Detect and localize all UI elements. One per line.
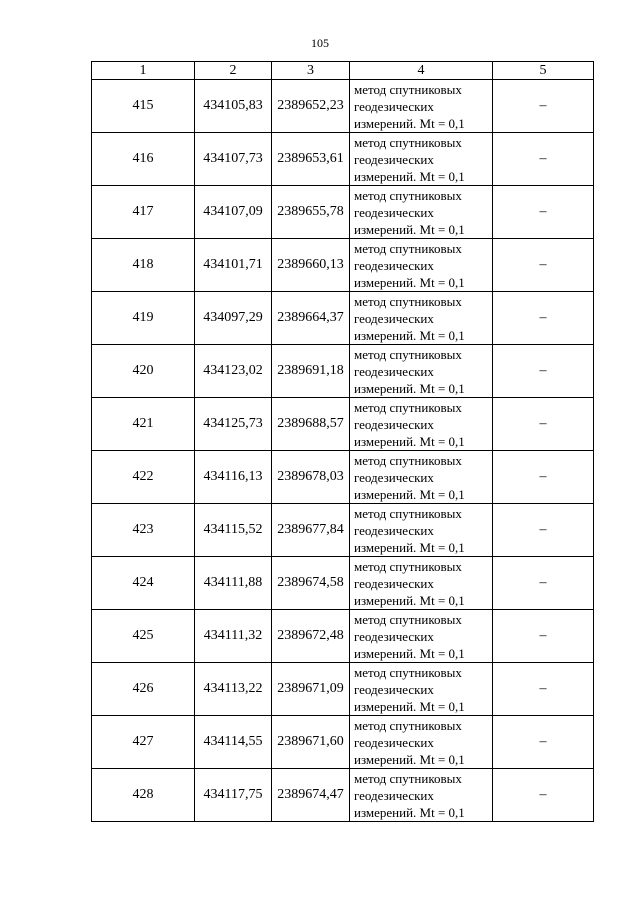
point-number-cell: 426 bbox=[92, 663, 195, 716]
y-coordinate-cell: 2389653,61 bbox=[272, 133, 350, 186]
table-row bbox=[92, 80, 594, 133]
method-cell bbox=[350, 186, 493, 239]
note-cell: – bbox=[493, 610, 594, 663]
y-coordinate-cell: 2389655,78 bbox=[272, 186, 350, 239]
x-coordinate-cell: 434113,22 bbox=[195, 663, 272, 716]
column-header: 5 bbox=[493, 62, 594, 80]
column-header: 2 bbox=[195, 62, 272, 80]
method-line: геодезических bbox=[354, 681, 434, 697]
column-header: 4 bbox=[350, 62, 493, 80]
table-header-row bbox=[92, 62, 594, 80]
method-line: измерений. Mt = 0,1 bbox=[354, 698, 465, 714]
note-cell: – bbox=[493, 451, 594, 504]
coordinates-table bbox=[91, 61, 594, 822]
x-coordinate-cell: 434111,88 bbox=[195, 557, 272, 610]
y-coordinate-cell: 2389674,58 bbox=[272, 557, 350, 610]
table-row bbox=[92, 769, 594, 822]
method-line: геодезических bbox=[354, 469, 434, 485]
note-cell: – bbox=[493, 292, 594, 345]
method-line: геодезических bbox=[354, 204, 434, 220]
note-cell: – bbox=[493, 80, 594, 133]
method-line: метод спутниковых bbox=[354, 293, 462, 309]
y-coordinate-cell: 2389677,84 bbox=[272, 504, 350, 557]
method-line: геодезических bbox=[354, 98, 434, 114]
note-cell: – bbox=[493, 769, 594, 822]
column-header: 3 bbox=[272, 62, 350, 80]
method-line: метод спутниковых bbox=[354, 558, 462, 574]
point-number-cell: 424 bbox=[92, 557, 195, 610]
method-line: метод спутниковых bbox=[354, 187, 462, 203]
method-line: измерений. Mt = 0,1 bbox=[354, 645, 465, 661]
method-line: геодезических bbox=[354, 522, 434, 538]
method-line: измерений. Mt = 0,1 bbox=[354, 592, 465, 608]
method-line: метод спутниковых bbox=[354, 346, 462, 362]
table-row bbox=[92, 557, 594, 610]
method-cell bbox=[350, 398, 493, 451]
y-coordinate-cell: 2389652,23 bbox=[272, 80, 350, 133]
y-coordinate-cell: 2389678,03 bbox=[272, 451, 350, 504]
x-coordinate-cell: 434123,02 bbox=[195, 345, 272, 398]
method-cell bbox=[350, 557, 493, 610]
method-line: геодезических bbox=[354, 257, 434, 273]
method-line: геодезических bbox=[354, 310, 434, 326]
point-number-cell: 428 bbox=[92, 769, 195, 822]
table-row bbox=[92, 716, 594, 769]
method-line: метод спутниковых bbox=[354, 717, 462, 733]
note-cell: – bbox=[493, 557, 594, 610]
note-cell: – bbox=[493, 663, 594, 716]
x-coordinate-cell: 434125,73 bbox=[195, 398, 272, 451]
method-line: метод спутниковых bbox=[354, 452, 462, 468]
method-cell bbox=[350, 292, 493, 345]
x-coordinate-cell: 434114,55 bbox=[195, 716, 272, 769]
note-cell: – bbox=[493, 716, 594, 769]
x-coordinate-cell: 434115,52 bbox=[195, 504, 272, 557]
method-cell bbox=[350, 345, 493, 398]
method-line: геодезических bbox=[354, 416, 434, 432]
method-line: метод спутниковых bbox=[354, 134, 462, 150]
method-line: метод спутниковых bbox=[354, 81, 462, 97]
method-cell bbox=[350, 239, 493, 292]
method-line: метод спутниковых bbox=[354, 505, 462, 521]
table-row bbox=[92, 451, 594, 504]
y-coordinate-cell: 2389688,57 bbox=[272, 398, 350, 451]
method-cell bbox=[350, 663, 493, 716]
method-line: геодезических bbox=[354, 734, 434, 750]
point-number-cell: 418 bbox=[92, 239, 195, 292]
table-row bbox=[92, 292, 594, 345]
column-header: 1 bbox=[92, 62, 195, 80]
note-cell: – bbox=[493, 398, 594, 451]
method-line: измерений. Mt = 0,1 bbox=[354, 168, 465, 184]
method-line: геодезических bbox=[354, 363, 434, 379]
point-number-cell: 425 bbox=[92, 610, 195, 663]
table-row bbox=[92, 239, 594, 292]
y-coordinate-cell: 2389674,47 bbox=[272, 769, 350, 822]
y-coordinate-cell: 2389660,13 bbox=[272, 239, 350, 292]
method-line: измерений. Mt = 0,1 bbox=[354, 539, 465, 555]
y-coordinate-cell: 2389671,09 bbox=[272, 663, 350, 716]
table-row bbox=[92, 663, 594, 716]
method-line: метод спутниковых bbox=[354, 770, 462, 786]
point-number-cell: 419 bbox=[92, 292, 195, 345]
method-line: измерений. Mt = 0,1 bbox=[354, 221, 465, 237]
point-number-cell: 415 bbox=[92, 80, 195, 133]
table-row bbox=[92, 186, 594, 239]
note-cell: – bbox=[493, 345, 594, 398]
method-line: метод спутниковых bbox=[354, 664, 462, 680]
method-line: измерений. Mt = 0,1 bbox=[354, 433, 465, 449]
method-cell bbox=[350, 80, 493, 133]
x-coordinate-cell: 434107,73 bbox=[195, 133, 272, 186]
method-line: геодезических bbox=[354, 151, 434, 167]
method-line: измерений. Mt = 0,1 bbox=[354, 115, 465, 131]
x-coordinate-cell: 434101,71 bbox=[195, 239, 272, 292]
method-line: геодезических bbox=[354, 628, 434, 644]
x-coordinate-cell: 434116,13 bbox=[195, 451, 272, 504]
point-number-cell: 416 bbox=[92, 133, 195, 186]
x-coordinate-cell: 434097,29 bbox=[195, 292, 272, 345]
method-line: метод спутниковых bbox=[354, 399, 462, 415]
x-coordinate-cell: 434117,75 bbox=[195, 769, 272, 822]
page-number: 105 bbox=[311, 36, 329, 50]
x-coordinate-cell: 434105,83 bbox=[195, 80, 272, 133]
method-line: измерений. Mt = 0,1 bbox=[354, 486, 465, 502]
point-number-cell: 417 bbox=[92, 186, 195, 239]
y-coordinate-cell: 2389691,18 bbox=[272, 345, 350, 398]
note-cell: – bbox=[493, 186, 594, 239]
method-line: измерений. Mt = 0,1 bbox=[354, 804, 465, 820]
method-cell bbox=[350, 451, 493, 504]
point-number-cell: 427 bbox=[92, 716, 195, 769]
table-row bbox=[92, 504, 594, 557]
y-coordinate-cell: 2389672,48 bbox=[272, 610, 350, 663]
method-cell bbox=[350, 133, 493, 186]
method-cell bbox=[350, 716, 493, 769]
note-cell: – bbox=[493, 504, 594, 557]
method-cell bbox=[350, 769, 493, 822]
method-cell bbox=[350, 610, 493, 663]
point-number-cell: 423 bbox=[92, 504, 195, 557]
x-coordinate-cell: 434107,09 bbox=[195, 186, 272, 239]
point-number-cell: 420 bbox=[92, 345, 195, 398]
note-cell: – bbox=[493, 133, 594, 186]
y-coordinate-cell: 2389671,60 bbox=[272, 716, 350, 769]
x-coordinate-cell: 434111,32 bbox=[195, 610, 272, 663]
method-line: измерений. Mt = 0,1 bbox=[354, 751, 465, 767]
table-row bbox=[92, 610, 594, 663]
method-line: измерений. Mt = 0,1 bbox=[354, 327, 465, 343]
table-row bbox=[92, 345, 594, 398]
method-line: метод спутниковых bbox=[354, 240, 462, 256]
method-line: геодезических bbox=[354, 787, 434, 803]
method-line: измерений. Mt = 0,1 bbox=[354, 380, 465, 396]
table-row bbox=[92, 398, 594, 451]
method-line: измерений. Mt = 0,1 bbox=[354, 274, 465, 290]
method-cell bbox=[350, 504, 493, 557]
note-cell: – bbox=[493, 239, 594, 292]
method-line: геодезических bbox=[354, 575, 434, 591]
table-row bbox=[92, 133, 594, 186]
point-number-cell: 421 bbox=[92, 398, 195, 451]
y-coordinate-cell: 2389664,37 bbox=[272, 292, 350, 345]
method-line: метод спутниковых bbox=[354, 611, 462, 627]
point-number-cell: 422 bbox=[92, 451, 195, 504]
